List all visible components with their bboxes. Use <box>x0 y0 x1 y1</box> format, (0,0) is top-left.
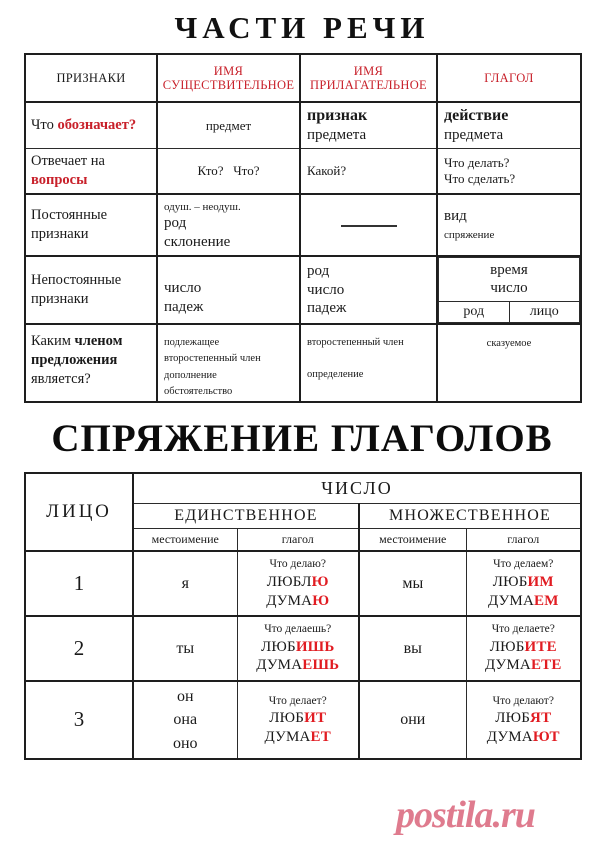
cell-noun-permanent <box>157 194 300 256</box>
cell-adj-sentence-part <box>300 324 437 403</box>
cell-noun-denotes: предмет <box>157 102 300 148</box>
row-label-sentence-part-line1a: Каким <box>31 332 75 349</box>
cell-sg-verb-1 <box>240 709 357 728</box>
sg-verb1-stem: ЛЮБ <box>269 709 305 726</box>
pl-verb1-stem: ЛЮБ <box>489 638 525 655</box>
cell-noun-sentence-line2: второстепенный член <box>164 353 261 365</box>
cell-pl-verb-1 <box>469 709 579 728</box>
header-features: ПРИЗНАКИ <box>25 54 157 103</box>
pl-verb1-stem: ЛЮБ <box>495 709 531 726</box>
cell-sg-pronoun-fem: она <box>173 711 198 729</box>
verb-variable-subtable <box>438 257 580 323</box>
cell-noun-variable-line2: падеж <box>164 299 204 316</box>
cell-verb-denotes <box>437 102 581 148</box>
row-label-permanent-line1: Постоянные <box>31 207 108 224</box>
cell-verb-variable-person: лицо <box>509 301 580 322</box>
cell-noun-sentence-line3: дополнение <box>164 369 217 381</box>
cell-sg-pronoun <box>133 681 237 759</box>
cell-adj-variable-line2: число <box>307 281 345 298</box>
header-singular: ЕДИНСТВЕННОЕ <box>133 504 359 529</box>
sg-verb2-stem: ДУМА <box>264 728 311 745</box>
conjugation-row <box>25 681 581 759</box>
header-plural: МНОЖЕСТВЕННОЕ <box>359 504 581 529</box>
header-pl-pronoun: местоимение <box>359 529 466 552</box>
row-label-denotes-plain: Что <box>31 117 58 134</box>
pl-verb2-stem: ДУМА <box>486 728 533 745</box>
cell-verb-variable-line2: число <box>490 279 528 296</box>
header-verb: ГЛАГОЛ <box>437 54 581 103</box>
header-number: ЧИСЛО <box>133 473 581 504</box>
row-label-permanent <box>25 194 157 256</box>
cell-pl-pronoun: мы <box>359 551 466 616</box>
row-label-variable-line1: Непостоянные <box>31 272 122 289</box>
cell-sg-verbs <box>237 681 359 759</box>
cell-pl-verb-2 <box>469 656 579 675</box>
pl-verb2-stem: ДУМА <box>487 592 534 609</box>
cell-verb-denotes-line2: предмета <box>444 127 504 144</box>
page-title-conjugation: СПРЯЖЕНИЕ ГЛАГОЛОВ <box>51 417 553 461</box>
sg-verb2-ending: ЕТ <box>310 728 331 745</box>
conjugation-row <box>25 616 581 681</box>
cell-adj-questions: Какой? <box>300 149 437 194</box>
table-row <box>25 256 581 324</box>
cell-verb-question-line1: Что делать? <box>444 154 510 170</box>
cell-pl-verbs <box>466 551 581 616</box>
cell-pl-verbs <box>466 681 581 759</box>
cell-pl-question: Что делают? <box>492 694 554 707</box>
pl-verb1-ending: ИМ <box>527 573 554 590</box>
cell-verb-variable <box>437 256 581 324</box>
cell-verb-variable-top <box>439 257 580 301</box>
cell-noun-sentence-line1: подлежащее <box>164 336 220 348</box>
pl-verb2-stem: ДУМА <box>484 657 531 674</box>
row-label-denotes <box>25 102 157 148</box>
header-sg-verb: глагол <box>237 529 359 552</box>
cell-sg-question: Что делаешь? <box>264 623 332 636</box>
cell-noun-permanent-line2: род <box>164 215 187 232</box>
sg-verb2-stem: ДУМА <box>266 592 313 609</box>
cell-sg-verb-2 <box>240 728 357 747</box>
cell-verb-variable-line1: время <box>490 261 528 278</box>
row-label-questions <box>25 149 157 194</box>
sg-verb1-stem: ЛЮБ <box>261 638 296 655</box>
row-label-sentence-part <box>25 324 157 403</box>
cell-sg-verb-1 <box>240 573 357 592</box>
cell-sg-pronoun: ты <box>133 616 237 681</box>
page-title-parts-of-speech: ЧАСТИ РЕЧИ <box>174 10 430 45</box>
cell-pl-verb-1 <box>469 573 579 592</box>
row-label-questions-plain: Отвечает на <box>31 153 105 170</box>
sg-verb2-stem: ДУМА <box>256 657 303 674</box>
row-label-variable <box>25 256 157 324</box>
cell-pl-question: Что делаем? <box>493 558 554 571</box>
header-noun-line2: СУЩЕСТВИТЕЛЬНОЕ <box>162 77 295 92</box>
sg-verb1-stem: ЛЮБЛ <box>266 573 312 590</box>
sg-verb1-ending: ИТ <box>304 709 327 726</box>
cell-verb-denotes-line1: действие <box>444 107 509 125</box>
cell-noun-permanent-line1: одуш. – неодуш. <box>164 200 241 213</box>
cell-verb-permanent-line2: спряжение <box>444 228 495 241</box>
header-adjective <box>300 54 437 103</box>
header-adj-line2: ПРИЛАГАТЕЛЬНОЕ <box>310 77 427 92</box>
conjugation-table-wrapper <box>24 472 580 759</box>
cell-pl-question: Что делаете? <box>491 623 555 636</box>
row-label-variable-line2: признаки <box>31 290 89 307</box>
cell-adj-variable-line3: падеж <box>307 300 347 317</box>
table-header-row <box>25 54 581 103</box>
sg-verb2-ending: Ю <box>312 592 330 609</box>
cell-verb-variable-gender: род <box>439 301 510 322</box>
cell-noun-variable <box>157 256 300 324</box>
cell-adj-sentence-line1: второстепенный член <box>307 336 404 348</box>
cell-verb-permanent-line1: вид <box>444 208 467 225</box>
verb-variable-top-row <box>439 257 580 301</box>
cell-adj-permanent-none <box>300 194 437 256</box>
cell-person-number: 3 <box>25 681 133 759</box>
cell-sg-pronoun-masc: он <box>176 688 194 706</box>
header-noun-line1: ИМЯ <box>213 63 244 78</box>
cell-verb-sentence-predicate: сказуемое <box>486 337 532 349</box>
header-adj-line1: ИМЯ <box>353 63 384 78</box>
cell-pl-verb-2 <box>469 728 579 747</box>
conjugation-row <box>25 551 581 616</box>
cell-pl-verb-1 <box>469 638 579 657</box>
cell-verb-questions <box>437 149 581 194</box>
conjugation-table <box>24 472 582 759</box>
table-row <box>25 102 581 148</box>
sg-verb2-ending: ЕШЬ <box>302 657 340 674</box>
cell-noun-variable-line1: число <box>164 280 202 297</box>
pl-verb2-ending: ЮТ <box>532 728 560 745</box>
em-dash-icon <box>341 225 397 227</box>
cell-pl-pronoun: вы <box>359 616 466 681</box>
parts-of-speech-table <box>24 53 582 404</box>
cell-sg-pronoun-neut: оно <box>172 734 198 752</box>
cell-sg-verbs <box>237 616 359 681</box>
row-label-sentence-part-line1b: членом <box>74 332 123 349</box>
cell-sg-verbs <box>237 551 359 616</box>
sg-verb1-ending: Ю <box>311 573 329 590</box>
cell-verb-sentence-part <box>437 324 581 403</box>
cell-pl-pronoun: они <box>359 681 466 759</box>
conjugation-header-row-number <box>25 473 581 504</box>
pl-verb1-ending: ИТЕ <box>524 638 557 655</box>
cell-sg-verb-2 <box>240 656 357 675</box>
cell-pl-verbs <box>466 616 581 681</box>
header-noun <box>157 54 300 103</box>
cell-adj-variable-line1: род <box>307 262 330 279</box>
cell-noun-questions <box>157 149 300 194</box>
cell-verb-question-line2: Что сделать? <box>444 170 516 186</box>
cell-sg-question: Что делает? <box>268 694 327 707</box>
cell-noun-permanent-line3: склонение <box>164 234 231 251</box>
table-row <box>25 149 581 194</box>
parts-of-speech-table-wrapper <box>24 53 580 404</box>
row-label-sentence-part-line3: является? <box>31 370 91 387</box>
table-row <box>25 194 581 256</box>
header-pl-verb: глагол <box>466 529 581 552</box>
table-row <box>25 324 581 403</box>
cell-noun-question-what: Что? <box>233 162 260 178</box>
pl-verb1-stem: ЛЮБ <box>492 573 528 590</box>
cell-noun-sentence-part <box>157 324 300 403</box>
cell-adj-denotes-line2: предмета <box>307 127 367 144</box>
pl-verb1-ending: ЯТ <box>530 709 552 726</box>
cell-person-number: 1 <box>25 551 133 616</box>
cell-adj-denotes <box>300 102 437 148</box>
cell-adj-denotes-line1: признак <box>307 107 368 125</box>
cell-sg-question: Что делаю? <box>269 558 326 571</box>
cell-sg-verb-1 <box>240 638 357 657</box>
cell-sg-verb-2 <box>240 592 357 611</box>
header-person: ЛИЦО <box>25 473 133 551</box>
cell-adj-variable <box>300 256 437 324</box>
site-watermark: postila.ru <box>396 794 535 836</box>
cell-pl-verb-2 <box>469 592 579 611</box>
row-label-permanent-line2: признаки <box>31 225 89 242</box>
sg-verb1-ending: ИШЬ <box>295 638 335 655</box>
cell-sg-pronoun: я <box>133 551 237 616</box>
header-sg-pronoun: местоимение <box>133 529 237 552</box>
cell-adj-sentence-line2: определение <box>307 369 364 381</box>
verb-variable-sub-row <box>439 301 580 322</box>
cell-noun-sentence-line4: обстоятельство <box>164 386 233 398</box>
cell-person-number: 2 <box>25 616 133 681</box>
pl-verb2-ending: ЕМ <box>533 592 559 609</box>
cell-verb-permanent <box>437 194 581 256</box>
row-label-sentence-part-line2: предложения <box>31 351 118 368</box>
cell-noun-question-who: Кто? <box>197 162 224 178</box>
row-label-questions-accent: вопросы <box>31 171 88 188</box>
row-label-denotes-accent: обозначает? <box>57 117 137 134</box>
pl-verb2-ending: ЕТЕ <box>530 657 562 674</box>
